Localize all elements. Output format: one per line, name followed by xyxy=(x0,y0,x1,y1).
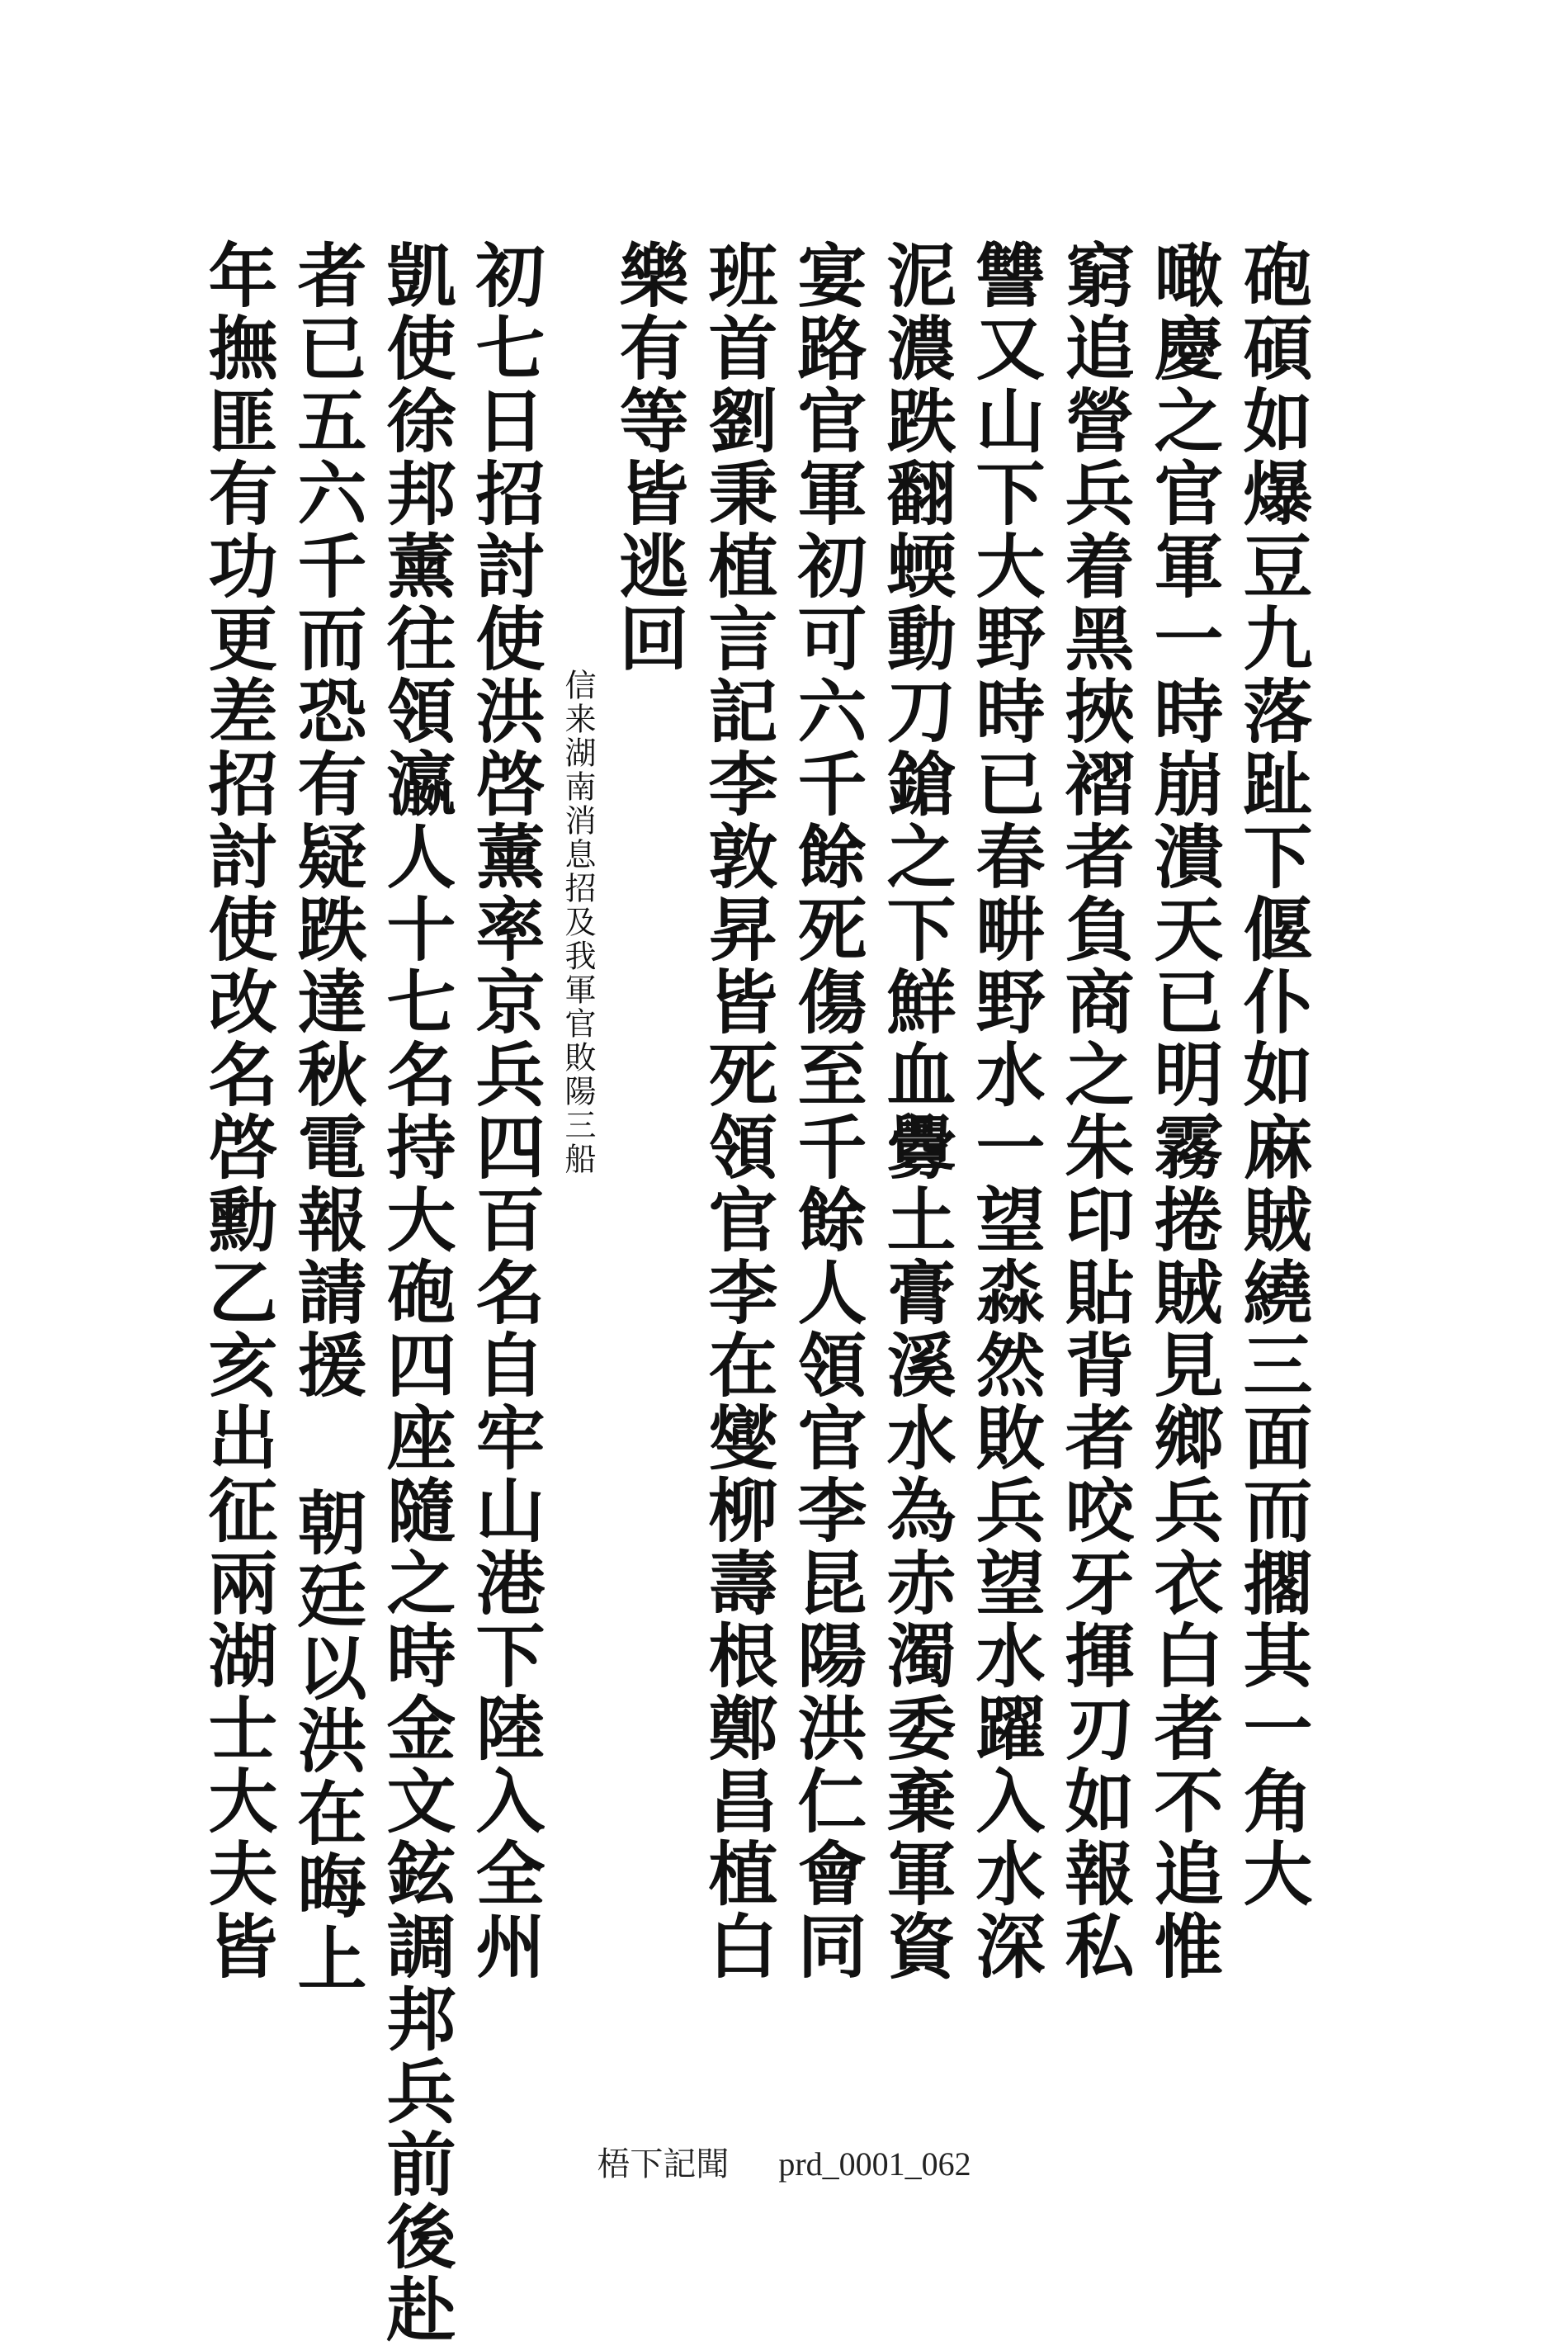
text-column-11: 者已五六千而恐有疑跌達秋電報請援 朝廷以洪在晦上 xyxy=(286,239,368,1995)
text-column-7: 班首劉秉植言記李敦昇皆死領官李在燮柳壽根鄭昌植白 xyxy=(697,239,779,1983)
text-column-10: 凱使徐邦薰往領瀛人十七名持大砲四座隨之時金文鉉調邦兵前後赴 xyxy=(375,239,457,2346)
footer-title: 梧下記聞 xyxy=(597,2145,730,2183)
annotation-column: 信来湖南消息招及我軍官敗陽三船 xyxy=(560,669,596,1176)
text-column-6: 宴路官軍初可六千餘死傷至千餘人領官李昆陽洪仁會同 xyxy=(786,239,868,1983)
text-column-8: 樂有等皆逃回 xyxy=(608,239,690,675)
text-column-12: 年撫匪有功更差招討使改名啓勳乙亥出征兩湖士大夫皆 xyxy=(197,239,279,1983)
footer-page-id: prd_0001_062 xyxy=(778,2145,971,2183)
text-column-2: 噉慶之官軍一時崩潰天已明霧捲賊見鄉兵衣白者不追惟 xyxy=(1143,239,1225,1983)
text-column-1: 砲碩如爆豆九落趾下偃仆如麻賊繞三面而擱其一角大 xyxy=(1232,239,1314,1910)
page-footer xyxy=(0,2138,1568,2185)
text-column-9: 初七日招討使洪啓薰率京兵四百名自牢山港下陸入全州 xyxy=(465,239,546,1983)
text-column-3: 窮追營兵着黑挾褶者負商之朱印貼背者咬牙揮刃如報私 xyxy=(1054,239,1136,1983)
text-column-4: 讐又山下大野時已春畊野水一望淼然敗兵望水躍入水深 xyxy=(965,239,1046,1983)
text-column-5: 泥濃跌翻蝡動刀鎗之下鮮血釁土膏溪水為赤濁委棄軍資 xyxy=(876,239,957,1983)
